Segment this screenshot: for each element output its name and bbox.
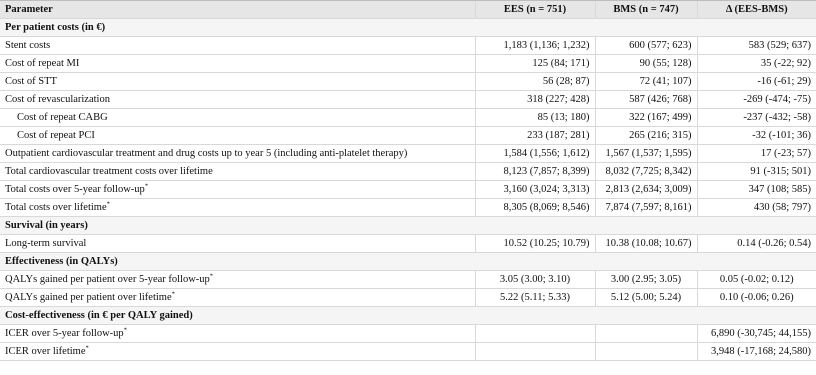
delta-value: 17 (-23; 57) — [697, 145, 816, 163]
ees-value: 5.22 (5.11; 5.33) — [475, 289, 595, 307]
delta-value: 0.05 (-0.02; 0.12) — [697, 271, 816, 289]
table-row — [0, 289, 816, 307]
row-label-cell — [0, 181, 475, 199]
row-label: Cost of repeat CABG — [0, 109, 475, 127]
bms-value: 3.00 (2.95; 3.05) — [595, 271, 697, 289]
ees-value: 56 (28; 87) — [475, 73, 595, 91]
delta-value: 0.10 (-0.06; 0.26) — [697, 289, 816, 307]
ees-value: 3,160 (3,024; 3,313) — [475, 181, 595, 199]
row-label: Total costs over lifetime — [5, 202, 107, 213]
table-row — [0, 37, 816, 55]
bms-value — [595, 343, 697, 361]
table-row — [0, 109, 816, 127]
column-header-parameter: Parameter — [0, 1, 475, 19]
row-label: Outpatient cardiovascular treatment and drug costs up to year 5 (including anti-platelet therapy) — [0, 145, 475, 163]
bms-value: 72 (41; 107) — [595, 73, 697, 91]
bms-value: 265 (216; 315) — [595, 127, 697, 145]
section-title: Effectiveness (in QALYs) — [0, 253, 816, 271]
bms-value: 587 (426; 768) — [595, 91, 697, 109]
row-label: Cost of repeat PCI — [0, 127, 475, 145]
table-row — [0, 163, 816, 181]
ees-value: 1,584 (1,556; 1,612) — [475, 145, 595, 163]
footnote-mark: * — [171, 290, 175, 298]
delta-value: 91 (-315; 501) — [697, 163, 816, 181]
section-title: Per patient costs (in €) — [0, 19, 816, 37]
footnote-mark: * — [123, 326, 127, 334]
ees-value: 233 (187; 281) — [475, 127, 595, 145]
delta-value: 0.14 (-0.26; 0.54) — [697, 235, 816, 253]
row-label: Cost of revascularization — [0, 91, 475, 109]
bms-value: 10.38 (10.08; 10.67) — [595, 235, 697, 253]
footnote-mark: * — [209, 272, 214, 280]
bms-value: 2,813 (2,634; 3,009) — [595, 181, 697, 199]
ees-value: 318 (227; 428) — [475, 91, 595, 109]
table-row — [0, 127, 816, 145]
section-title: Survival (in years) — [0, 217, 816, 235]
ees-value: 8,305 (8,069; 8,546) — [475, 199, 595, 217]
bms-value: 8,032 (7,725; 8,342) — [595, 163, 697, 181]
column-header-bms: BMS (n = 747) — [595, 1, 697, 19]
row-label: Total costs over 5-year follow-up — [5, 184, 145, 195]
footnote-mark: * — [106, 200, 110, 208]
delta-value: 430 (58; 797) — [697, 199, 816, 217]
section-row-cost-effectiveness — [0, 307, 816, 325]
ees-value: 8,123 (7,857; 8,399) — [475, 163, 595, 181]
delta-value: 35 (-22; 92) — [697, 55, 816, 73]
section-row-survival — [0, 217, 816, 235]
table-row — [0, 145, 816, 163]
bms-value: 5.12 (5.00; 5.24) — [595, 289, 697, 307]
row-label-cell — [0, 325, 475, 343]
row-label-cell — [0, 343, 475, 361]
ees-value: 3.05 (3.00; 3.10) — [475, 271, 595, 289]
ees-value: 125 (84; 171) — [475, 55, 595, 73]
table-row — [0, 235, 816, 253]
row-label-cell — [0, 289, 475, 307]
table-row — [0, 325, 816, 343]
row-label: Long-term survival — [0, 235, 475, 253]
delta-value: -237 (-432; -58) — [697, 109, 816, 127]
ees-value: 10.52 (10.25; 10.79) — [475, 235, 595, 253]
table-row — [0, 343, 816, 361]
delta-value: 6,890 (-30,745; 44,155) — [697, 325, 816, 343]
footnote-mark: * — [144, 182, 149, 190]
bms-value: 90 (55; 128) — [595, 55, 697, 73]
column-header-delta: Δ (EES-BMS) — [697, 1, 816, 19]
row-label-cell — [0, 199, 475, 217]
delta-value: 583 (529; 637) — [697, 37, 816, 55]
column-header-ees: EES (n = 751) — [475, 1, 595, 19]
table-row — [0, 55, 816, 73]
table-row — [0, 271, 816, 289]
delta-value: 3,948 (-17,168; 24,580) — [697, 343, 816, 361]
bms-value — [595, 325, 697, 343]
ees-value: 85 (13; 180) — [475, 109, 595, 127]
ees-value: 1,183 (1,136; 1,232) — [475, 37, 595, 55]
delta-value: 347 (108; 585) — [697, 181, 816, 199]
row-label: QALYs gained per patient over 5-year follow-up — [5, 274, 210, 285]
section-title: Cost-effectiveness (in € per QALY gained) — [0, 307, 816, 325]
delta-value: -32 (-101; 36) — [697, 127, 816, 145]
table-row — [0, 181, 816, 199]
ees-value — [475, 325, 595, 343]
row-label: QALYs gained per patient over lifetime — [5, 292, 172, 303]
row-label: Cost of repeat MI — [0, 55, 475, 73]
delta-value: -269 (-474; -75) — [697, 91, 816, 109]
row-label-cell — [0, 271, 475, 289]
ees-value — [475, 343, 595, 361]
bms-value: 322 (167; 499) — [595, 109, 697, 127]
row-label: Stent costs — [0, 37, 475, 55]
footnote-mark: * — [85, 344, 89, 352]
row-label: ICER over 5-year follow-up — [5, 328, 124, 339]
table-row — [0, 73, 816, 91]
section-row-per-patient-costs — [0, 19, 816, 37]
bms-value: 7,874 (7,597; 8,161) — [595, 199, 697, 217]
row-label: Cost of STT — [0, 73, 475, 91]
header-row — [0, 1, 816, 19]
row-label: ICER over lifetime — [5, 346, 86, 357]
section-row-effectiveness — [0, 253, 816, 271]
table-row — [0, 91, 816, 109]
table-row — [0, 199, 816, 217]
delta-value: -16 (-61; 29) — [697, 73, 816, 91]
bms-value: 600 (577; 623) — [595, 37, 697, 55]
row-label: Total cardiovascular treatment costs over lifetime — [0, 163, 475, 181]
bms-value: 1,567 (1,537; 1,595) — [595, 145, 697, 163]
